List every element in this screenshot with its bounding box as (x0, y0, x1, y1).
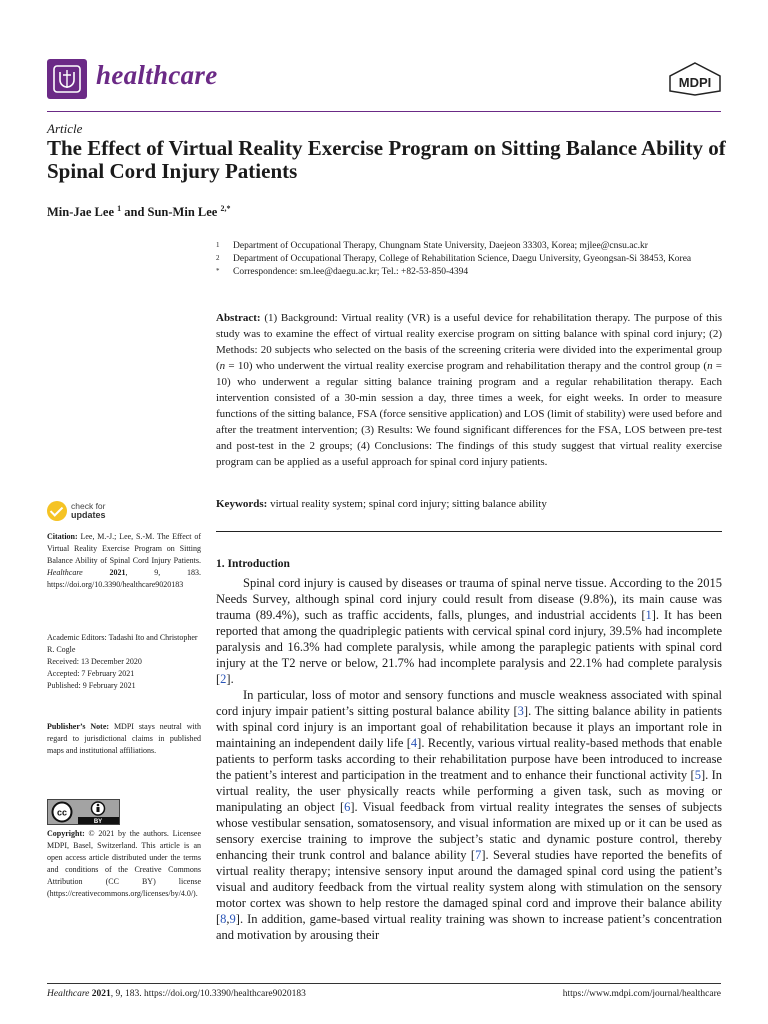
footer-journal: Healthcare (47, 989, 90, 999)
received-date: Received: 13 December 2020 (47, 657, 142, 666)
by-text: BY (93, 819, 103, 824)
check-icon (47, 501, 67, 521)
keywords (216, 497, 722, 512)
section-heading-introduction: 1. Introduction (216, 558, 290, 570)
author-list (47, 204, 230, 220)
paragraph-text: Spinal cord injury is caused by diseases or trauma of spinal nerve tissue. According to the 2015 Needs Survey, although spinal cord injury could result from disease (9.8%), its main cause was trauma (89.4%), such as traffic accidents, falls, plunges, and industrial accidents [ (216, 576, 722, 622)
copyright-notice (47, 828, 201, 900)
reference-link[interactable]: 4 (410, 736, 418, 750)
reference-link[interactable]: 9 (229, 912, 236, 926)
footer-journal-url[interactable]: https://www.mdpi.com/journal/healthcare (562, 989, 721, 999)
reference-link[interactable]: 1 (645, 608, 652, 622)
affiliation-text: Department of Occupational Therapy, College of Rehabilitation Science, Daegu University, Gyeongsan-Si 38453, Korea (233, 254, 692, 264)
footer-year: 2021 (89, 989, 111, 999)
publishers-note (47, 721, 201, 757)
svg-text:MDPI: MDPI (678, 75, 712, 90)
abstract-n: n (219, 360, 226, 372)
footer-citation (47, 989, 306, 999)
article-type: Article (47, 121, 83, 136)
article-title: The Effect of Virtual Reality Exercise Program on Sitting Balance Ability of Spinal Cord Injury Patients (47, 136, 726, 183)
citation-text: Lee, M.-J.; Lee, S.-M. The Effect of Virtual Reality Exercise Program on Sitting Balance Ability of Spinal Cord Injury Patients. (47, 532, 201, 565)
reference-separator: , (226, 912, 230, 926)
accepted-date: Accepted: 7 February 2021 (47, 669, 135, 678)
mdpi-logo-icon (668, 62, 722, 101)
copyright-label: Copyright: (47, 829, 85, 838)
abstract-text: (1) Background: Virtual reality (VR) is a useful device for rehabilitation therapy. The purpose of this study was to examine the effect of virtual reality exercise program on sitting balance with spinal cord injury; (2) Methods: 20 subjects who selected on the basis of the screening criteria were divided into the experimental group ( (216, 312, 722, 372)
reference-link[interactable]: 3 (517, 704, 524, 718)
paragraph-text: ]. In virtual reality, the user physically reacts while performing a given task, such as moving or manipulating an object [ (216, 768, 723, 814)
affiliation-number: 2 (216, 254, 220, 262)
header-divider (47, 111, 721, 112)
paragraph-text: ]. Visual feedback from virtual reality integrates the senses of subjects whose vestibular sensation, somatosensory, and visual information are mixed up or it can be used as sensory exercise training to improve the subject’s static and dynamic posture control, thereby enhancing their trunk control and balance ability [ (216, 800, 722, 862)
cc-text: cc (56, 807, 68, 818)
reference-link[interactable]: 2 (220, 672, 227, 686)
abstract-n: n (707, 360, 713, 372)
journal-logo-icon (47, 59, 87, 99)
published-date: Published: 9 February 2021 (47, 681, 136, 690)
cc-by-license-icon[interactable] (47, 799, 120, 825)
affiliation-item (216, 240, 726, 253)
author-1-affiliation: 1 (117, 204, 122, 213)
affiliation-item (216, 266, 726, 279)
paragraph (216, 687, 722, 943)
citation-doi[interactable]: , 9, 183. https://doi.org/10.3390/healthcare9020183 (47, 568, 201, 589)
check-updates-line2: updates (71, 510, 106, 520)
abstract (216, 310, 722, 470)
paragraph-text: ]. (226, 672, 234, 686)
affiliation-text: Department of Occupational Therapy, Chungnam State University, Daejeon 33303, Korea; mjlee@cnsu.ac.kr (233, 241, 648, 251)
author-2[interactable]: Sun-Min Lee (147, 205, 218, 220)
author-1[interactable]: Min-Jae Lee (47, 205, 114, 220)
affiliation-number: 1 (216, 241, 220, 249)
check-for-updates-button[interactable] (47, 501, 106, 521)
citation-label: Citation: (47, 532, 78, 541)
correspondence-text[interactable]: Correspondence: sm.lee@daegu.ac.kr; Tel.: +82-53-850-4394 (233, 267, 469, 277)
paragraph-text: ]. It has been reported that among the quadriplegic patients with cervical spinal cord injury, 39.5% had incomplete paralysis and 16.3% had complete paralysis, while among the paraplegic patients with spinal cord injury at the T2 nerve or below, 21.7% had incomplete paralysis and 22.1% had complete paralysis [ (216, 608, 722, 686)
paragraph (216, 575, 722, 687)
footer-divider (47, 983, 721, 984)
paragraph-text: ]. Several studies have reported the benefits of virtual reality therapy; intensive sensory input around the damaged spinal cord using the patient’s visual and auditory feedback from the virtual reality system along with stimulation on the sensory motor cortex was shown to help restore the damaged spinal cord and improve their balance ability [ (216, 848, 722, 926)
abstract-text: = 10) who underwent a regular sitting balance training program and a regular rehabilitation therapy. Each intervention consisted of a 30-min session a day, three times a week, for eight weeks. In order to measure functions of the sitting balance, FSA (force sensitive application) and LOS (limit of stability) were used before and after the treatment intervention; (3) Results: We found significant differences for the FSA, LOS between pre-test and post-test in the 2 groups; (4) Conclusions: The findings of this study suggest that virtual reality exercise program can be applied as a useful approach for spinal cord injury patients. (216, 360, 722, 468)
check-updates-line1: check for (71, 501, 106, 511)
paragraph-text: In particular, loss of motor and sensory functions and muscle weakness associated with spinal cord injury impair patient’s sitting postural balance ability [ (216, 688, 722, 718)
citation-year: 2021 (82, 568, 126, 577)
pubnote-text: MDPI stays neutral with regard to jurisdictional claims in published maps and institutional affiliations. (47, 722, 201, 755)
pubnote-label: Publisher’s Note: (47, 722, 110, 731)
citation-journal: Healthcare (47, 568, 83, 577)
footer-doi[interactable]: , 9, 183. https://doi.org/10.3390/healthcare9020183 (110, 989, 306, 999)
author-separator: and (121, 205, 148, 220)
paragraph-text: ]. The sitting balance ability in patients with spinal cord injury is an important goal of rehabilitation because it plays an important role in maintaining an independent daily life [ (216, 704, 722, 750)
academic-editors: Academic Editors: Tadashi Ito and Christopher R. Cogle (47, 633, 198, 654)
reference-link[interactable]: 8 (220, 912, 227, 926)
citation-block (47, 531, 201, 591)
reference-link[interactable]: 6 (344, 800, 351, 814)
affiliation-number: * (216, 267, 220, 275)
paragraph-text: ]. In addition, game-based virtual reality training was shown to increase patient’s concentration and motivation by arousing their (216, 912, 722, 942)
editorial-dates (47, 632, 201, 692)
journal-name: healthcare (96, 60, 218, 90)
reference-link[interactable]: 5 (694, 768, 701, 782)
abstract-text: = 10) who underwent the virtual reality exercise program and rehabilitation therapy and the control group ( (225, 360, 708, 372)
affiliation-item (216, 253, 726, 266)
affiliations (216, 240, 726, 279)
paragraph-text: ]. Recently, various virtual reality-based methods that enable patients to perform tasks according to their rehabilitation purpose have been introduced to increase the patient’s interest and participation in the treatment and to enhance their functional activity [ (216, 736, 722, 782)
author-2-affiliation: 2,* (220, 204, 231, 213)
copyright-text: © 2021 by the authors. Licensee MDPI, Basel, Switzerland. This article is an open access article distributed under the terms and conditions of the Creative Commons Attribution (CC BY) license (https://creativecommons.org/licenses/by/4.0/). (47, 829, 201, 898)
abstract-label: Abstract: (216, 312, 261, 324)
keywords-text: virtual reality system; spinal cord injury; sitting balance ability (267, 498, 547, 510)
reference-link[interactable]: 7 (475, 848, 482, 862)
check-updates-label (71, 502, 106, 520)
keywords-divider (216, 531, 722, 532)
introduction-body (216, 575, 722, 943)
keywords-label: Keywords: (216, 498, 268, 510)
